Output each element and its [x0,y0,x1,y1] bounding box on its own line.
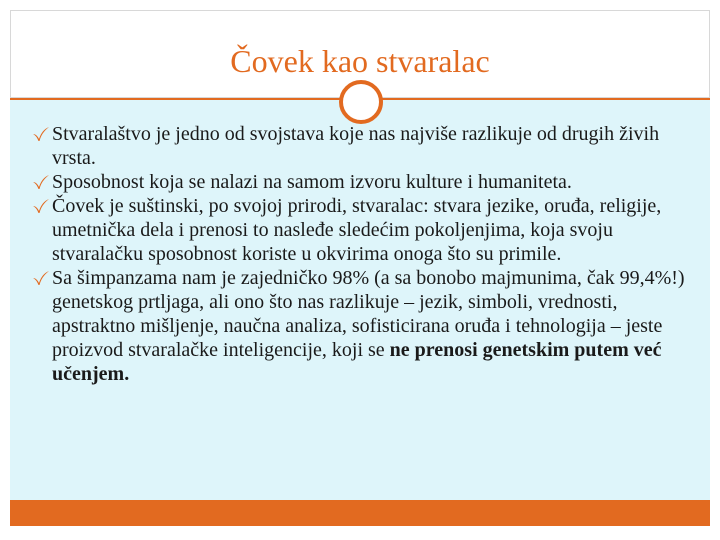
slide-title: Čovek kao stvaralac [230,43,490,79]
bullet-emphasis-text: ne prenosi genetskim putem već učenjem. [52,339,662,385]
list-item [32,266,692,386]
footer-accent-bar [10,500,710,526]
bullet-text: Sposobnost koja se nalazi na samom izvoru kulture i humaniteta. [52,171,572,193]
bullet-text: Sa šimpanzama nam je zajedničko 98% (a sa bonobo majmunima, čak 99,4%!) genetskog prtljaga, ali ono što nas razlikuje – jezik, simboli, vrednosti, apstraktno mišljenje, naučna analiza, sofisticirana oruđa i tehnologija – jeste proizvod stvaralačke inteligencije, koji se [52,267,685,361]
checkmark-bullet-icon [32,269,50,287]
list-item [32,170,692,194]
list-item [32,194,692,266]
bullet-text: Čovek je suštinski, po svojoj prirodi, stvaralac: stvara jezike, oruđa, religije, umetnička dela i prenosi to nasleđe sledećim pokoljenjima, koja svoju stvaralačku sposobnost koriste u okvirima onoga što su primile. [52,195,662,265]
checkmark-bullet-icon [32,125,50,143]
checkmark-bullet-icon [32,173,50,191]
decorative-ring-icon [339,80,383,124]
checkmark-bullet-icon [32,197,50,215]
bullet-list [32,122,692,386]
bullet-text: Stvaralaštvo je jedno od svojstava koje nas najviše razlikuje od drugih živih vrsta. [52,123,660,169]
list-item [32,122,692,170]
